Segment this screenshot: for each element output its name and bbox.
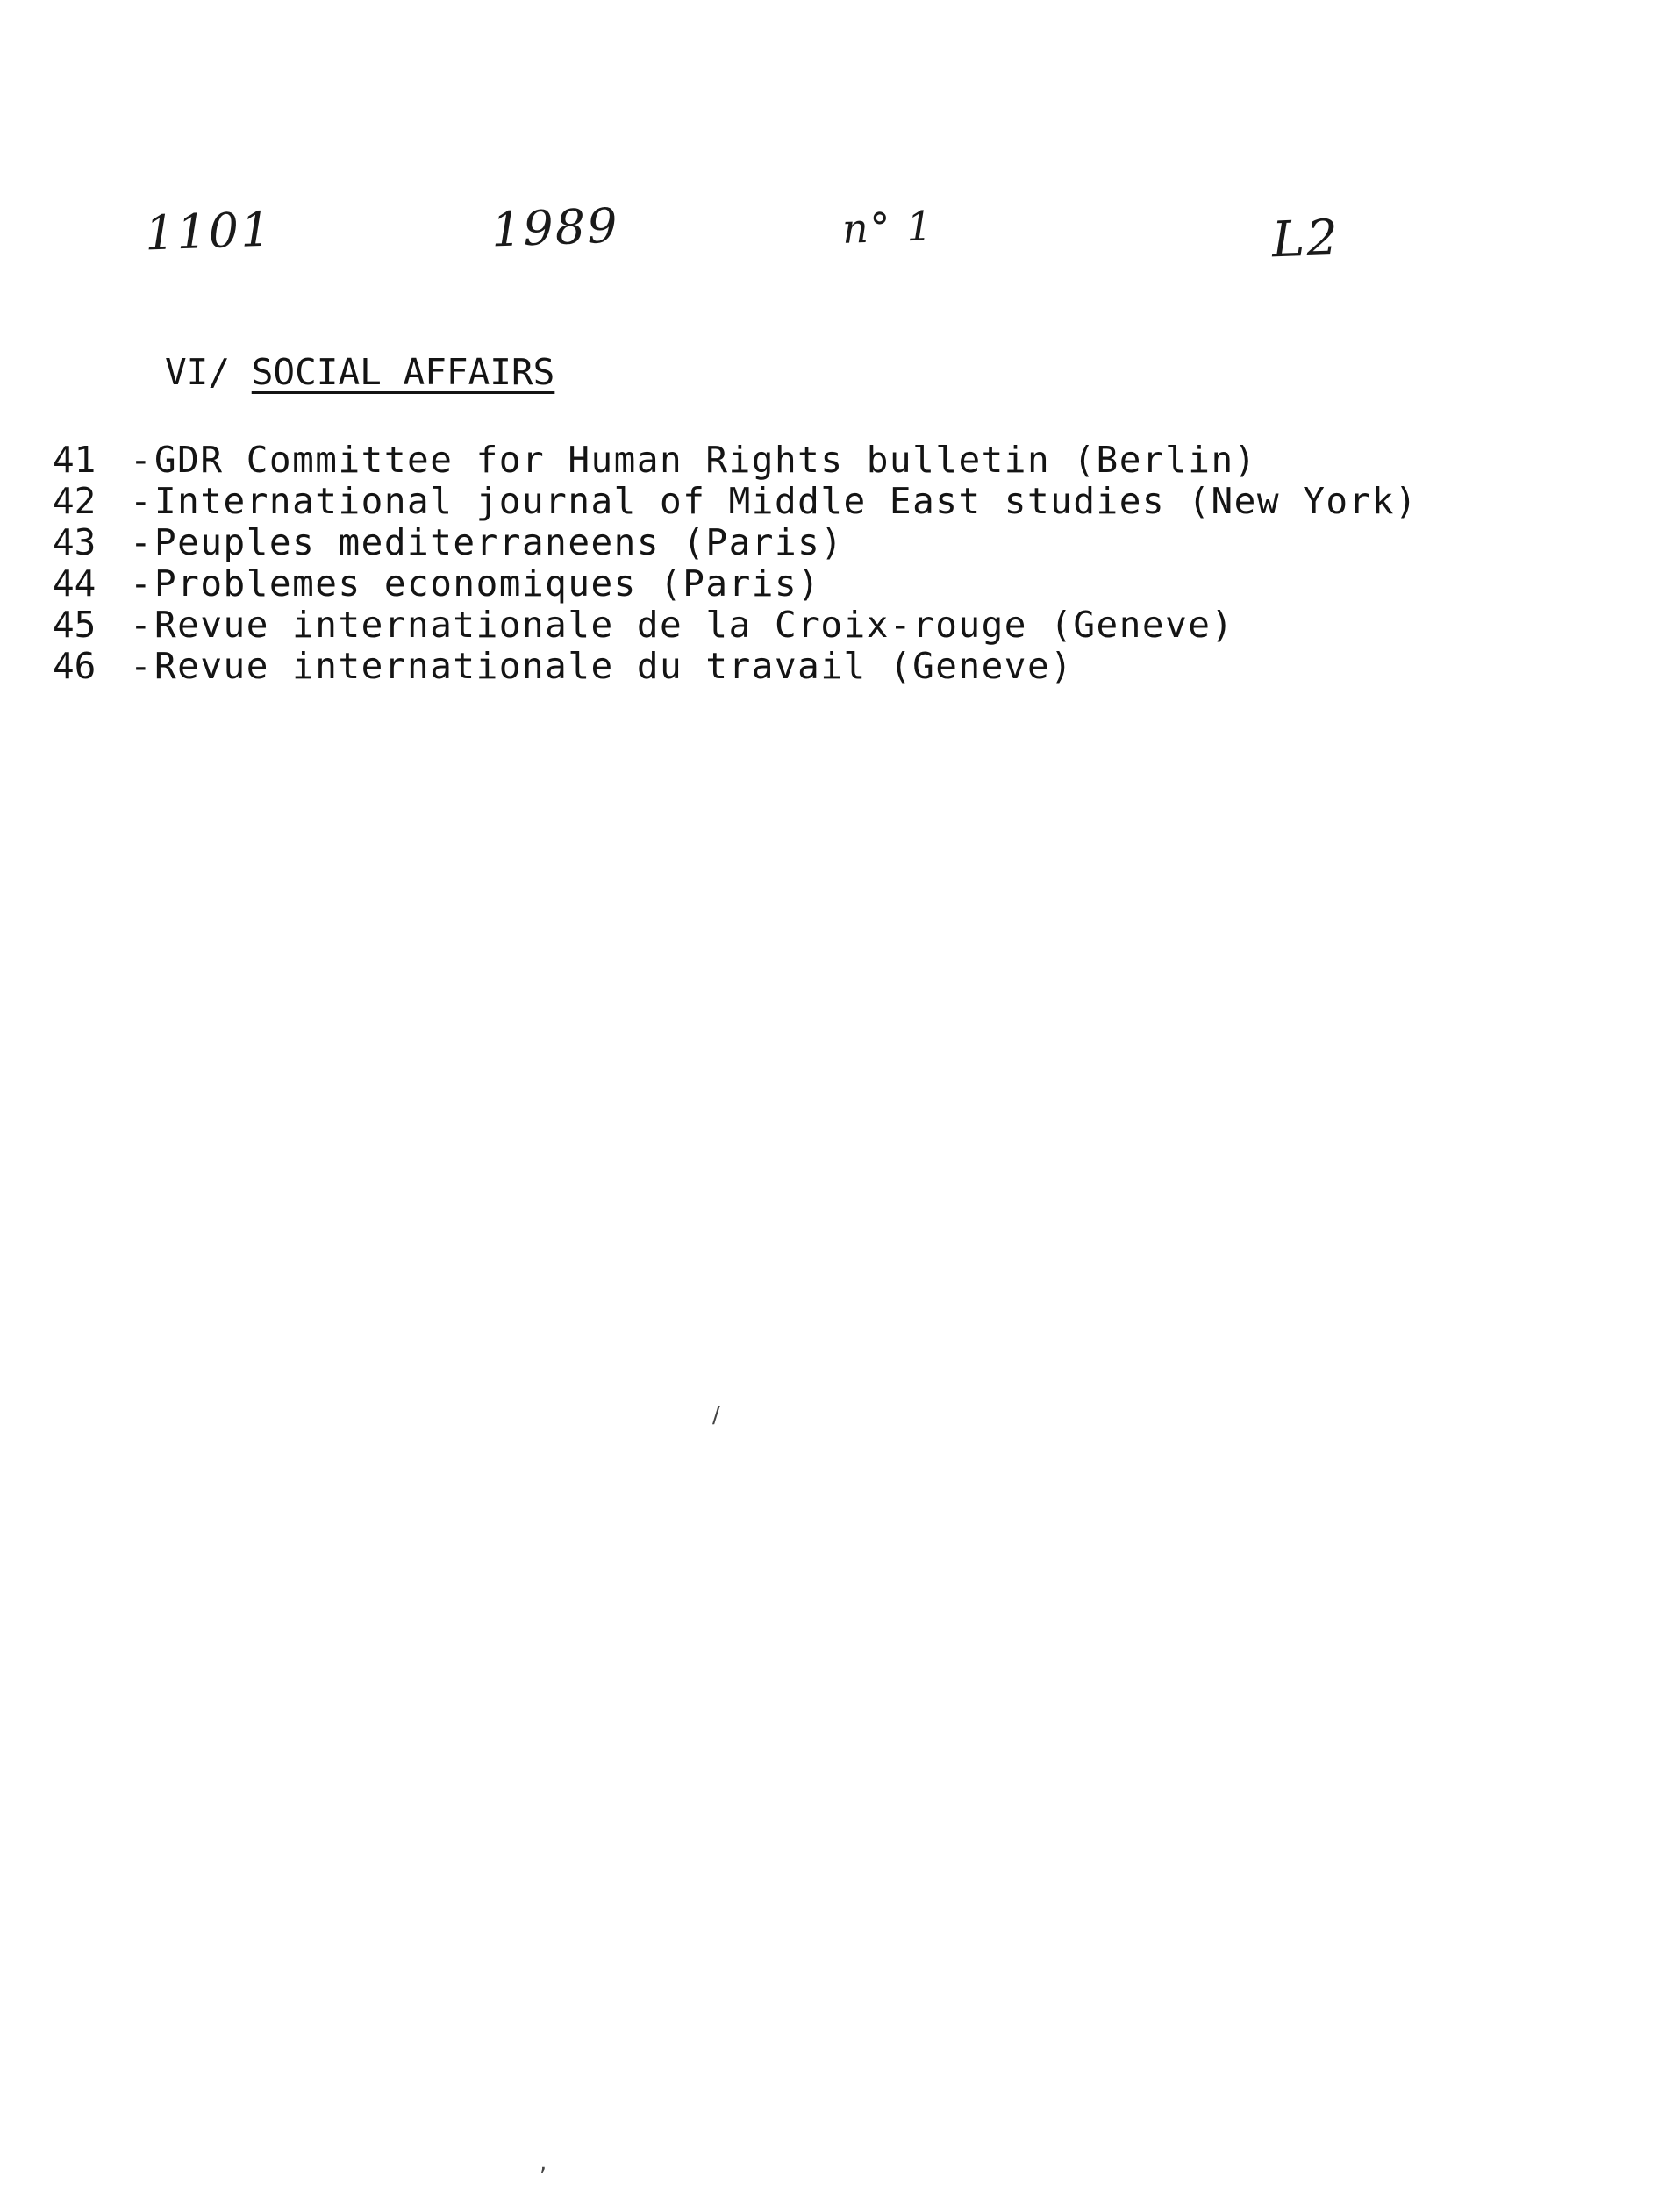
entry-dash: - — [130, 521, 152, 563]
section-heading — [165, 351, 554, 393]
scan-speck-mark: / — [712, 1402, 720, 1428]
list-item — [53, 604, 1649, 645]
entry-dash: - — [130, 645, 152, 687]
list-item — [53, 562, 1649, 604]
list-item — [53, 439, 1649, 480]
entry-number: 43 — [53, 521, 97, 563]
entry-number: 42 — [53, 480, 97, 522]
entry-text: Revue internationale de la Croix-rouge (Geneve) — [154, 604, 1234, 646]
list-item — [53, 645, 1649, 686]
handwritten-note-issue: n° 1 — [841, 202, 935, 253]
entry-dash: - — [130, 439, 152, 481]
entry-number: 46 — [53, 645, 97, 687]
entry-text: Problemes economiques (Paris) — [154, 562, 821, 605]
entry-number: 41 — [53, 439, 97, 481]
entry-number: 45 — [53, 604, 97, 646]
entry-text: Peuples mediterraneens (Paris) — [154, 521, 844, 563]
entry-dash: - — [130, 562, 152, 605]
entry-dash: - — [130, 480, 152, 522]
section-prefix: VI/ — [165, 351, 231, 393]
handwritten-header — [0, 195, 1680, 274]
entry-text: GDR Committee for Human Rights bulletin (Berlin) — [154, 439, 1257, 481]
list-item — [53, 480, 1649, 521]
section-title: SOCIAL AFFAIRS — [251, 351, 555, 393]
handwritten-note-code: L2 — [1270, 209, 1340, 269]
scan-speck-mark: , — [540, 2150, 547, 2176]
list-item — [53, 521, 1649, 562]
handwritten-note-year: 1989 — [490, 197, 620, 258]
entry-number: 44 — [53, 562, 97, 605]
entry-text: Revue internationale du travail (Geneve) — [154, 645, 1074, 687]
entry-text: International journal of Middle East studies (New York) — [154, 480, 1419, 522]
entry-list — [53, 439, 1649, 686]
entry-dash: - — [130, 604, 152, 646]
handwritten-note-number: 1101 — [143, 201, 274, 261]
